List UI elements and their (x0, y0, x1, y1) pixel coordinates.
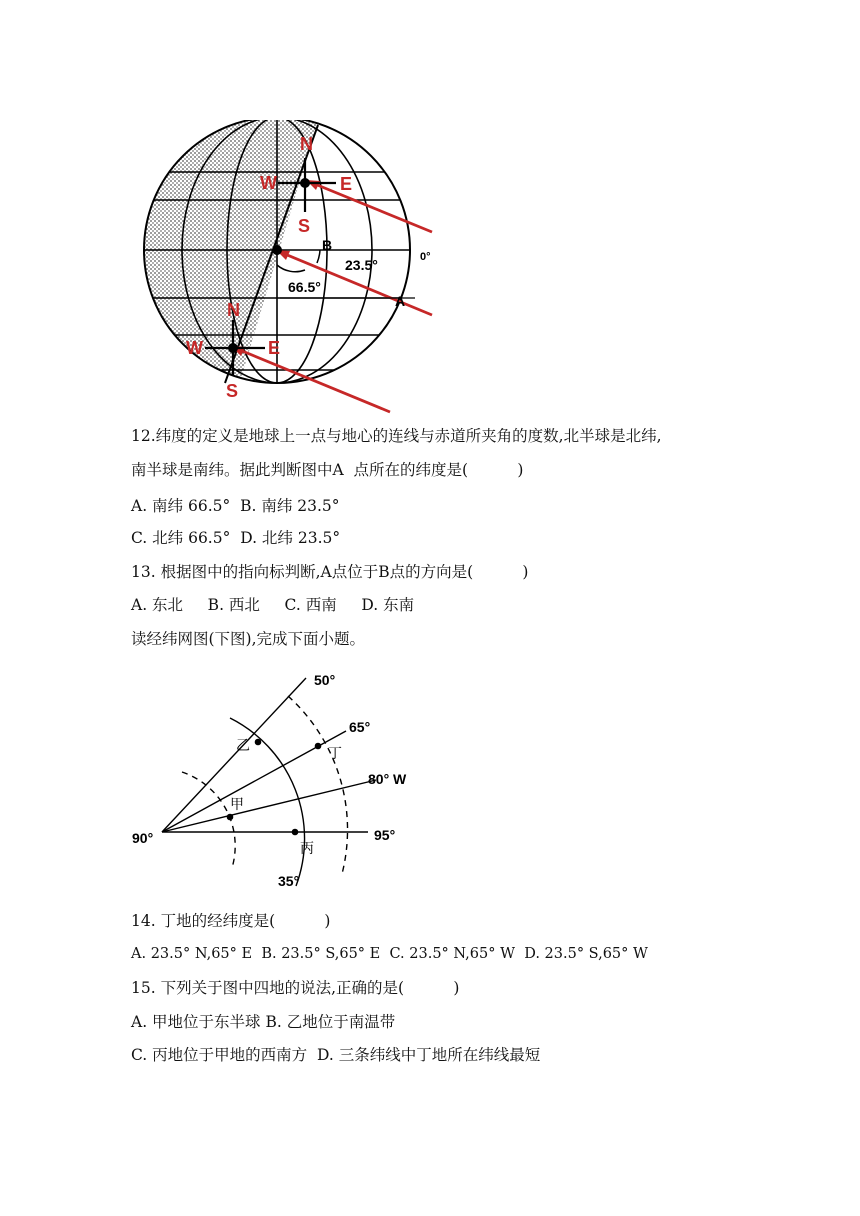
bottom-west-label: W (186, 338, 203, 358)
q14-options: A. 23.5° N,65° E B. 23.5° S,65° E C. 23.5° N,65° W D. 23.5° S,65° W (131, 946, 648, 962)
equator-label: 0° (420, 251, 431, 263)
point-yi-label: 乙 (236, 737, 250, 753)
top-south-label: S (298, 216, 311, 236)
q13-options: A. 东北 B. 西北 C. 西南 D. 东南 (131, 596, 415, 614)
bottom-east-label: E (268, 338, 281, 358)
graticule-figure (128, 668, 418, 898)
q14-stem: 14. 丁地的经纬度是( ) (131, 912, 331, 930)
q12-line1: 12.纬度的定义是地球上一点与地心的连线与赤道所夹角的度数,北半球是北纬, (131, 427, 662, 445)
point-ding-label: 丁 (328, 745, 342, 761)
point-bing-label: 丙 (300, 840, 314, 856)
center-90-label: 90° (132, 830, 154, 846)
point-b-label: B (322, 237, 333, 253)
lon-65-label: 65° (349, 719, 371, 735)
reading-intro: 读经纬网图(下图),完成下面小题。 (131, 630, 366, 648)
q12-options-row2: C. 北纬 66.5° D. 北纬 23.5° (131, 529, 341, 547)
q12-line2: 南半球是南纬。据此判断图中A 点所在的纬度是( ) (131, 461, 524, 479)
top-west-label: W (260, 173, 277, 193)
q15-options-row1: A. 甲地位于东半球 B. 乙地位于南温带 (131, 1013, 396, 1031)
lon-50-label: 50° (314, 672, 336, 688)
bottom-north-label: N (227, 300, 240, 320)
globe-figure (130, 120, 440, 415)
angle-23-5-label: 23.5° (345, 257, 378, 273)
q12-options-row1: A. 南纬 66.5° B. 南纬 23.5° (131, 497, 340, 515)
angle-66-5-label: 66.5° (288, 279, 321, 295)
point-a-label: A (395, 293, 406, 309)
top-east-label: E (340, 174, 353, 194)
q15-options-row2: C. 丙地位于甲地的西南方 D. 三条纬线中丁地所在纬线最短 (131, 1046, 541, 1064)
lat-35-label: 35° (278, 873, 300, 889)
lon-80w-label: 80° W (368, 771, 407, 787)
q15-stem: 15. 下列关于图中四地的说法,正确的是( ) (131, 979, 460, 997)
top-north-label: N (300, 134, 313, 154)
bottom-south-label: S (226, 381, 239, 401)
q13-stem: 13. 根据图中的指向标判断,A点位于B点的方向是( ) (131, 563, 529, 581)
lon-95-label: 95° (374, 827, 396, 843)
point-jia-label: 甲 (230, 796, 244, 812)
